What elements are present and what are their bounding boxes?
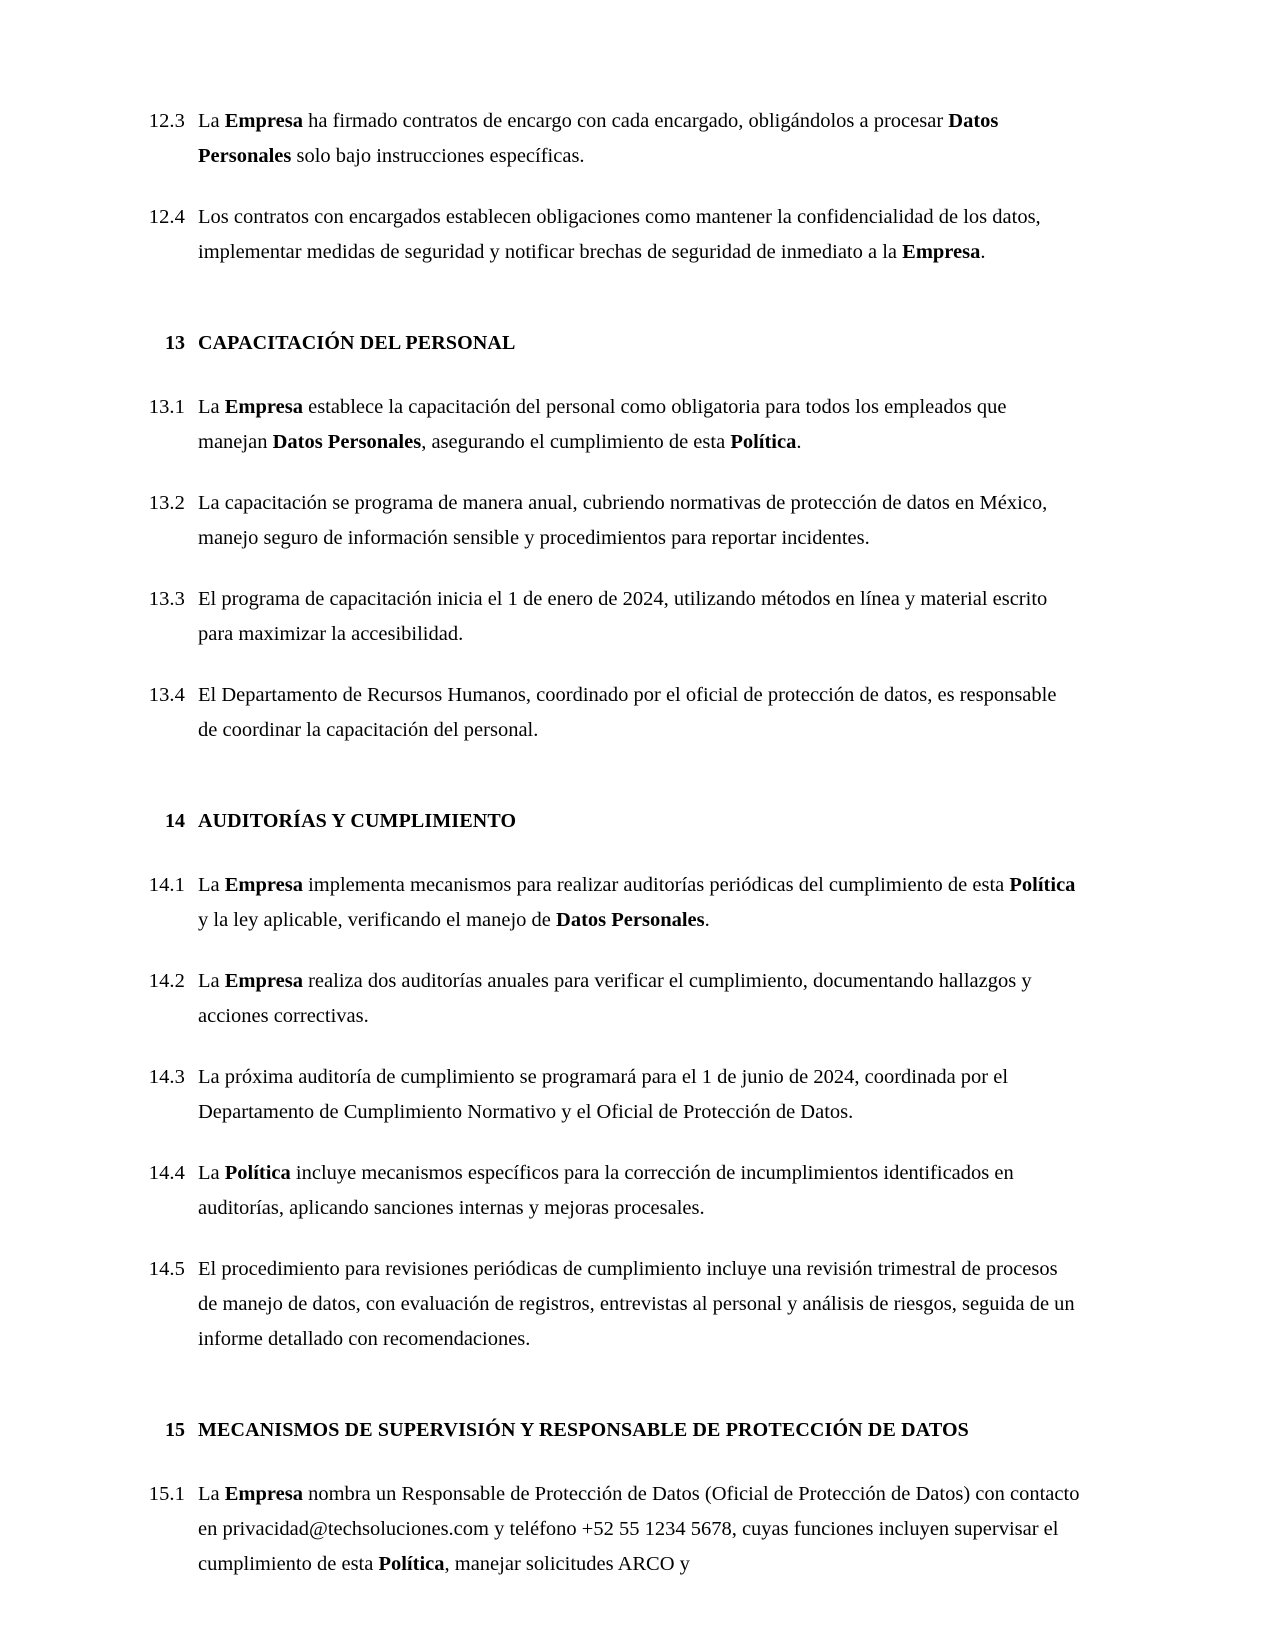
text-run: El procedimiento para revisiones periódicas de cumplimiento incluye una revisión trimestral de procesos de manejo de datos, con evaluación de registros, entrevistas al personal y análisis de riesgos, seguida de un informe detallado con recomendaciones. [198,1258,1075,1350]
clause-text [198,678,1080,748]
section-title: CAPACITACIÓN DEL PERSONAL [198,332,516,354]
clause [133,200,1080,270]
clause-number: 14.2 [148,970,185,992]
section-number: 15 [165,1419,185,1441]
clause-text [198,104,1080,174]
text-run: establece la capacitación del personal como obligatoria para todos los empleados que manejan [198,396,1007,453]
clause-text [198,582,1080,652]
emphasized-term: Empresa [224,110,303,132]
clause-number: 13.3 [148,588,185,610]
clause [133,678,1080,748]
clause-text [198,486,1080,556]
clause-number: 14.4 [148,1162,185,1184]
section-title: AUDITORÍAS Y CUMPLIMIENTO [198,810,517,832]
clause-text [198,868,1080,938]
clause-number: 14.3 [148,1066,185,1088]
text-run: El programa de capacitación inicia el 1 de enero de 2024, utilizando métodos en línea y material escrito para maximizar la accesibilidad. [198,588,1048,645]
clause-number: 15.1 [148,1483,185,1505]
text-run: La [198,1483,225,1505]
emphasized-term: Política [378,1553,445,1575]
text-run: , manejar solicitudes ARCO y [444,1553,690,1575]
clause-text [198,200,1080,270]
text-run: . [796,431,802,453]
emphasized-term: Empresa [224,1483,303,1505]
clause [133,582,1080,652]
clause [133,1477,1080,1582]
emphasized-term: Empresa [224,970,303,992]
clause-text [198,1477,1080,1582]
clause-number: 12.4 [148,206,185,228]
clause [133,964,1080,1034]
text-run: La [198,970,225,992]
text-run: incluye mecanismos específicos para la corrección de incumplimientos identificados en auditorías, aplicando sanciones internas y mejoras procesales. [198,1162,1014,1219]
emphasized-term: Política [730,431,797,453]
text-run: implementa mecanismos para realizar auditorías periódicas del cumplimiento de esta [302,874,1010,896]
text-run: La [198,874,225,896]
clause [133,486,1080,556]
clause [133,390,1080,460]
text-run: El Departamento de Recursos Humanos, coordinado por el oficial de protección de datos, es responsable de coordinar la capacitación del personal. [198,684,1057,741]
clause [133,1060,1080,1130]
clause-text [198,1156,1080,1226]
emphasized-term: Datos Personales [198,110,999,167]
clause-text [198,1060,1080,1130]
clause-text [198,964,1080,1034]
clause [133,1252,1080,1357]
text-run: realiza dos auditorías anuales para verificar el cumplimiento, documentando hallazgos y acciones correctivas. [198,970,1032,1027]
text-run: , asegurando el cumplimiento de esta [421,431,731,453]
clause [133,104,1080,174]
clause [133,868,1080,938]
clause [133,1156,1080,1226]
document-body [133,104,1080,1582]
text-run: . [980,241,986,263]
text-run: . [704,909,710,931]
section-heading [133,806,1080,836]
clause-number: 14.5 [148,1258,185,1280]
section-heading [133,1415,1080,1445]
text-run: La [198,110,225,132]
text-run: nombra un Responsable de Protección de Datos (Oficial de Protección de Datos) con contacto en privacidad@techsoluciones.com y teléfono +52 55 1234 5678, cuyas funciones incluyen supervisar el cumplimiento de esta [198,1483,1080,1575]
clause-number: 13.4 [148,684,185,706]
section-number: 13 [165,332,185,354]
text-run: La [198,1162,225,1184]
clause-text [198,390,1080,460]
text-run: ha firmado contratos de encargo con cada encargado, obligándolos a procesar [302,110,949,132]
emphasized-term: Empresa [902,241,981,263]
text-run: La [198,396,225,418]
text-run: La capacitación se programa de manera anual, cubriendo normativas de protección de datos en México, manejo seguro de información sensible y procedimientos para reportar incidentes. [198,492,1048,549]
clause-number: 14.1 [148,874,185,896]
section-title: MECANISMOS DE SUPERVISIÓN Y RESPONSABLE DE PROTECCIÓN DE DATOS [198,1419,969,1441]
emphasized-term: Empresa [224,396,303,418]
text-run: Los contratos con encargados establecen obligaciones como mantener la confidencialidad de los datos, implementar medidas de seguridad y notificar brechas de seguridad de inmediato a la [198,206,1041,263]
clause-number: 12.3 [148,110,185,132]
emphasized-term: Política [1009,874,1076,896]
emphasized-term: Empresa [224,874,303,896]
emphasized-term: Datos Personales [556,909,705,931]
clause-text [198,1252,1080,1357]
section-number: 14 [165,810,185,832]
emphasized-term: Política [224,1162,291,1184]
clause-number: 13.2 [148,492,185,514]
section-heading [133,328,1080,358]
text-run: solo bajo instrucciones específicas. [291,145,585,167]
emphasized-term: Datos Personales [272,431,422,453]
clause-number: 13.1 [148,396,185,418]
text-run: y la ley aplicable, verificando el manejo de [198,909,557,931]
text-run: La próxima auditoría de cumplimiento se programará para el 1 de junio de 2024, coordinada por el Departamento de Cumplimiento Normativo y el Oficial de Protección de Datos. [198,1066,1009,1123]
